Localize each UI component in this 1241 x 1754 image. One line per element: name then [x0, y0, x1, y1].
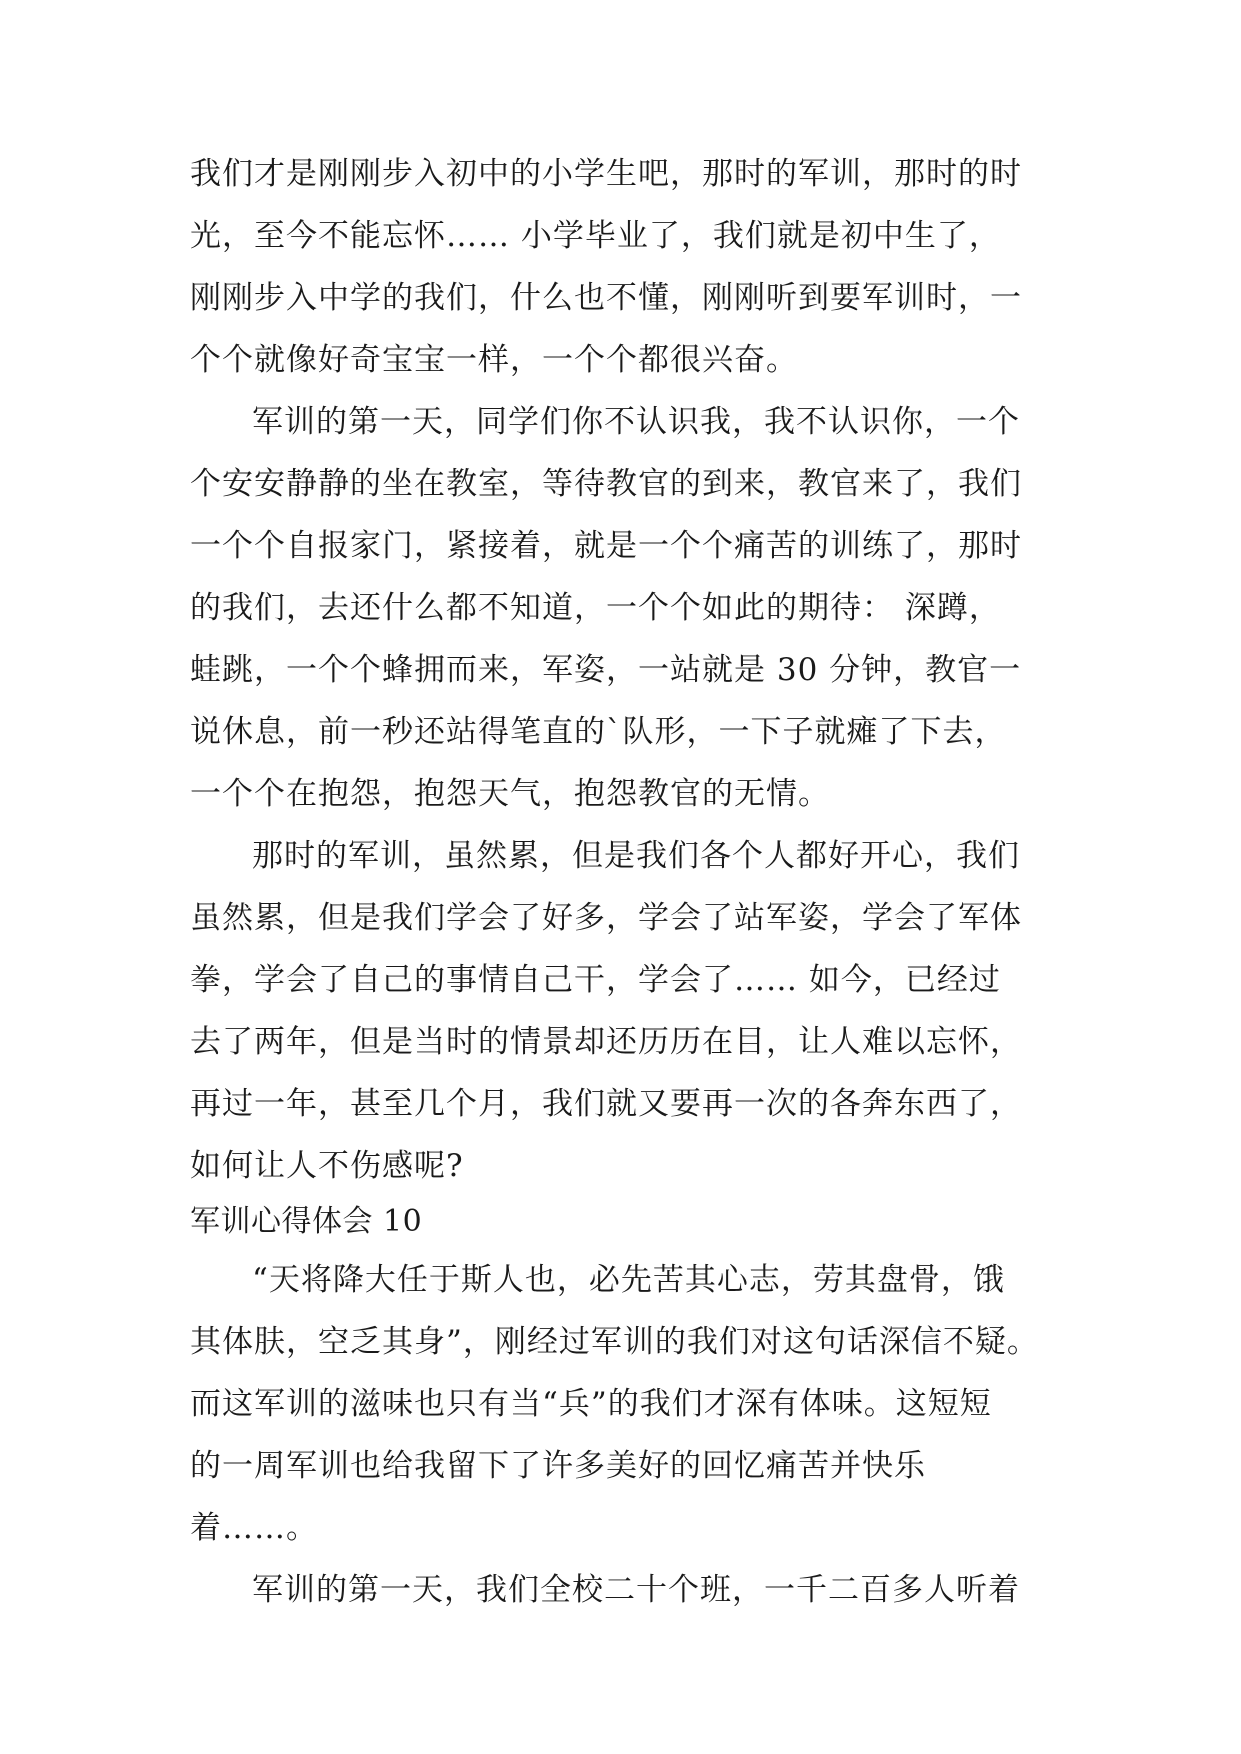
paragraph-line: 那时的军训，虽然累，但是我们各个人都好开心，我们 — [252, 838, 1020, 874]
paragraph-line: 蛙跳，一个个蜂拥而来，军姿，一站就是 30 分钟，教官一 — [190, 652, 1022, 688]
paragraph-line: “天将降大任于斯人也，必先苦其心志，劳其盘骨，饿 — [252, 1262, 1005, 1298]
paragraph-line: 个个就像好奇宝宝一样，一个个都很兴奋。 — [190, 342, 798, 378]
paragraph-line: 着……。 — [190, 1510, 318, 1546]
paragraph-line: 去了两年，但是当时的情景却还历历在目，让人难以忘怀， — [190, 1024, 1022, 1060]
paragraph-line: 如何让人不伤感呢? — [190, 1148, 464, 1184]
paragraph-line: 一个个自报家门，紧接着，就是一个个痛苦的训练了，那时 — [190, 528, 1022, 564]
paragraph-line: 说休息，前一秒还站得笔直的`队形，一下子就瘫了下去， — [190, 714, 1007, 750]
section-heading: 军训心得体会 10 — [190, 1204, 423, 1239]
paragraph-line: 而这军训的滋味也只有当“兵”的我们才深有体味。这短短 — [190, 1386, 992, 1422]
paragraph-line: 拳，学会了自己的事情自己干，学会了…… 如今，已经过 — [190, 962, 1001, 998]
paragraph-line: 的一周军训也给我留下了许多美好的回忆痛苦并快乐 — [190, 1448, 926, 1484]
paragraph-line: 再过一年，甚至几个月，我们就又要再一次的各奔东西了， — [190, 1086, 1022, 1122]
paragraph-line: 虽然累，但是我们学会了好多，学会了站军姿，学会了军体 — [190, 900, 1022, 936]
paragraph-line: 一个个在抱怨，抱怨天气，抱怨教官的无情。 — [190, 776, 830, 812]
paragraph-line: 我们才是刚刚步入初中的小学生吧，那时的军训，那时的时 — [190, 156, 1022, 192]
paragraph-line: 军训的第一天，同学们你不认识我，我不认识你，一个 — [252, 404, 1020, 440]
paragraph-line: 的我们，去还什么都不知道，一个个如此的期待： 深蹲， — [190, 590, 1001, 626]
paragraph-line: 军训的第一天，我们全校二十个班，一千二百多人听着 — [252, 1572, 1020, 1608]
paragraph-line: 刚刚步入中学的我们，什么也不懂，刚刚听到要军训时，一 — [190, 280, 1022, 316]
paragraph-line: 个安安静静的坐在教室，等待教官的到来，教官来了，我们 — [190, 466, 1022, 502]
paragraph-line: 光，至今不能忘怀…… 小学毕业了，我们就是初中生了， — [190, 218, 1001, 254]
paragraph-line: 其体肤，空乏其身”，刚经过军训的我们对这句话深信不疑。 — [190, 1324, 1039, 1360]
